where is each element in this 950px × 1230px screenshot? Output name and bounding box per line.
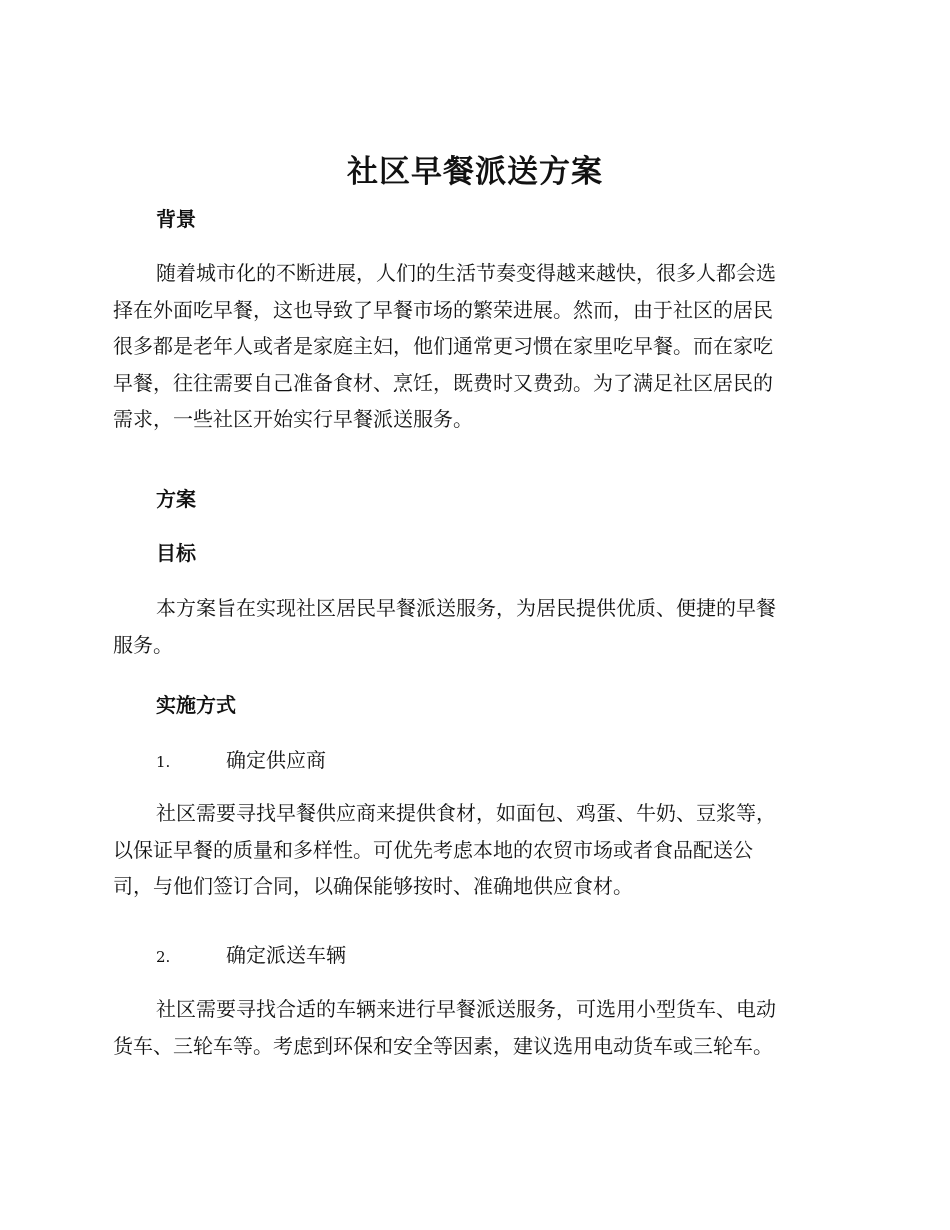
background-line: 很多都是老年人或者是家庭主妇，他们通常更习惯在家里吃早餐。而在家吃	[113, 334, 773, 358]
background-paragraph	[113, 255, 833, 438]
list-item-number: 2.	[156, 948, 171, 966]
item-1-line: 社区需要寻找早餐供应商来提供食材，如面包、鸡蛋、牛奶、豆浆等，	[156, 801, 776, 825]
background-line: 择在外面吃早餐，这也导致了早餐市场的繁荣进展。然而，由于社区的居民	[113, 297, 773, 322]
method-heading: 实施方式	[156, 693, 236, 717]
list-item-label: 确定供应商	[226, 748, 326, 772]
goal-paragraph	[113, 590, 833, 663]
item-1-paragraph	[113, 795, 833, 905]
background-line: 随着城市化的不断进展，人们的生活节奏变得越来越快，很多人都会选	[156, 261, 776, 285]
document-title: 社区早餐派送方案	[347, 154, 603, 190]
item-1-line: 以保证早餐的质量和多样性。可优先考虑本地的农贸市场或者食品配送公	[113, 837, 753, 862]
goal-heading: 目标	[156, 541, 196, 565]
item-1-line: 司，与他们签订合同，以确保能够按时、准确地供应食材。	[113, 874, 633, 898]
goal-line: 本方案旨在实现社区居民早餐派送服务，为居民提供优质、便捷的早餐	[156, 596, 776, 620]
list-item	[156, 941, 346, 971]
item-2-paragraph	[113, 991, 833, 1064]
item-2-line: 社区需要寻找合适的车辆来进行早餐派送服务，可选用小型货车、电动	[156, 997, 776, 1021]
background-heading: 背景	[156, 207, 196, 231]
list-item-number: 1.	[156, 753, 171, 771]
item-2-line: 货车、三轮车等。考虑到环保和安全等因素，建议选用电动货车或三轮车。	[113, 1033, 773, 1058]
background-line: 需求，一些社区开始实行早餐派送服务。	[113, 407, 473, 431]
list-item	[156, 746, 326, 776]
plan-heading: 方案	[156, 487, 196, 511]
goal-line: 服务。	[113, 632, 173, 657]
background-line: 早餐，往往需要自己准备食材、烹饪，既费时又费劲。为了满足社区居民的	[113, 370, 773, 395]
list-item-label: 确定派送车辆	[226, 943, 346, 967]
